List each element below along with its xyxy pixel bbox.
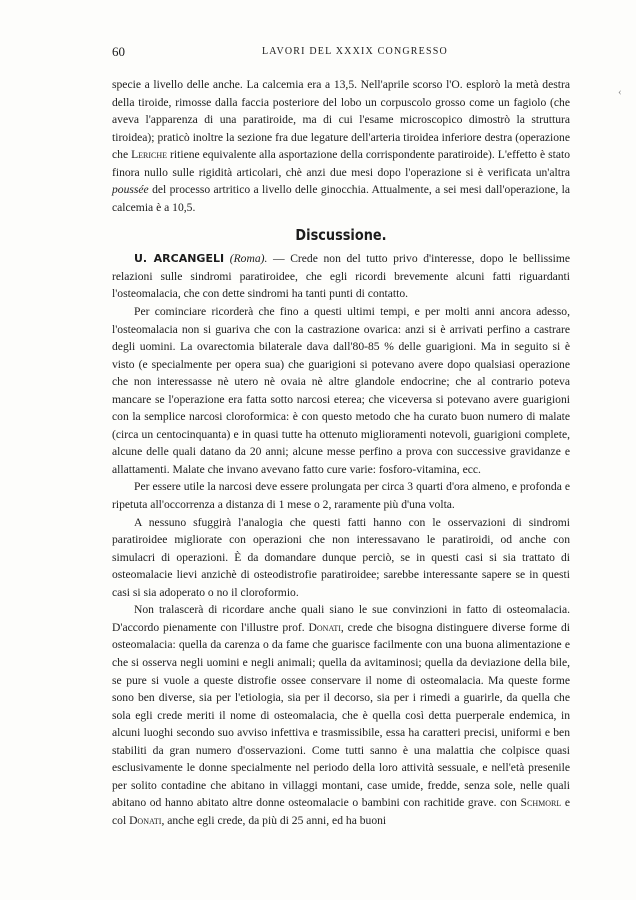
- p5-text-2: , crede che bisogna distinguere diverse forme di osteomalacia: quella da carenza o da fame che guarisce facilmente con una buona alimentazione e che si osserva negli uomini e negli animali; quella da avitaminosi; quella da deviazione della bile, se pure si vuole a queste distrofie ossee conservare il nome di osteomalacia. Ma queste forme sono ben diverse, sia per l'etiologia, sia per il decorso, sia per i rimedi a guarirle, da quella che sola egli crede meriti il nome di osteomalacia, che è quella così detta puerperale endemica, in alcuni luoghi secondo suo avviso infettiva e trasmissibile, essa ha caratteri precisi, uniformi e ben stabiliti da gran numero d'osservazioni. Come tutti sanno è una malattia che colpisce quasi esclusivamente le donne specialmente nel periodo della loro attività sessuale, e nell'età presenile per solito contadine che abitano in villaggi montani, case umide, fredde, senza sole, nelle quali abitano od hanno abitato altre donne osteomalacie o bambini con rachitide grave. con: [112, 620, 570, 810]
- p5-text-4: , anche egli crede, da più di 25 anni, ed ha buoni: [161, 813, 387, 827]
- running-title: LAVORI DEL XXXIX CONGRESSO: [262, 46, 448, 57]
- intro-text-2: ritiene equivalente alla asportazione della corrispondente paratiroide). L'effetto è stato finora nullo sulle rigidità articolari, chè anzi due mesi dopo l'operazione si è verificata un'altra: [112, 148, 570, 179]
- section-heading: Discussione.: [295, 226, 387, 245]
- author-name-leriche: Leriche: [131, 148, 168, 162]
- text-body: [112, 76, 570, 829]
- running-header: [112, 44, 570, 62]
- paragraph-5: [112, 601, 570, 829]
- term-poussee: poussée: [112, 183, 149, 197]
- author-name-donati-2: Donati: [129, 813, 162, 827]
- page-number: 60: [112, 44, 125, 59]
- author-name-donati: Donati: [308, 620, 341, 634]
- arcangeli-paragraph: [112, 250, 570, 303]
- paragraph-4: A nessuno sfuggirà l'analogia che questi fatti hanno con le osservazioni di sindromi paratiroidee migliorate con operazioni che non interessavano le paratiroidi, od anche con simulacri di operazioni. È da domandare dunque perciò, se in questi casi si sia trattato di osteomalacie lievi anzichè di osteodistrofie paratiroidee; sarebbe interessante sapere se in questi casi si sia adoperato o no il cloroformio.: [112, 515, 570, 599]
- intro-text-3: del processo artritico a livello delle ginocchia. Attualmente, a sei mesi dall'operazione, la calcemia è a 10,5.: [112, 183, 570, 214]
- p5-text-3: e col: [112, 796, 570, 827]
- intro-text-1: specie a livello delle anche. La calcemia era a 13,5. Nell'aprile scorso l'O. esplorò la metà destra della tiroide, rimosse dalla faccia posteriore del lobo un corpuscolo grosso come un fagiolo (che aveva l'apparenza di una paratiroide, ma di cui l'esame microscopico dimostrò la struttura tiroidea); praticò inoltre la sezione fra due legature dell'arteria tiroidea inferiore destra (operazione che: [112, 78, 570, 162]
- paragraph-2: Per cominciare ricorderà che fino a questi ultimi tempi, e per molti anni ancora adesso, l'osteomalacia non si guariva che con la castrazione ovarica: anzi si è arrivati perfino a castrare degli uomini. La ovarectomia bilaterale dava dall'80-85 % delle guarigioni. Ma in seguito si è visto (e specialmente per opera sua) che guarigioni si potevano avere dopo qualsiasi operazione che non interessasse nè utero nè ovaia nè altre glandole endocrine; che al contrario poteva mancare se l'operazione era fatta sotto narcosi eterea; che viceversa si potevano avere guarigioni con la semplice narcosi cloroformica: è con questo metodo che ha curato buon numero di malate (circa un centocinquanta) e in quasi tutte ha ottenuto miglioramenti notevoli, guarigioni complete, alcune delle quali datano da 20 anni; alcune messe perfino a prova con successive gravidanze e allattamenti. Malate che invano avevano fatto cure varie: fosforo-vitamina, ecc.: [112, 305, 570, 476]
- arcangeli-text: — Crede non del tutto privo d'interesse, dopo le bellissime relazioni sulle sindromi paratiroidee, che egli ricordi brevemente alcuni fatti riguardanti l'osteomalacia, che con dette sindromi ha tanti punti di contatto.: [112, 252, 570, 301]
- author-name-schmorl: Schmorl: [520, 796, 562, 810]
- speaker-name: U. ARCANGELI: [134, 252, 225, 266]
- margin-mark: ‹: [618, 86, 622, 98]
- intro-paragraph: [112, 76, 570, 216]
- speaker-city: (Roma).: [229, 252, 268, 266]
- paragraph-3: Per essere utile la narcosi deve essere prolungata per circa 3 quarti d'ora almeno, e profonda e ripetuta all'occorrenza a distanza di 1 mese o 2, raramente più d'una volta.: [112, 480, 570, 512]
- p5-text-1: Non tralascerà di ricordare anche quali siano le sue convinzioni in fatto di osteomalacia. D'accordo pienamente con l'illustre prof.: [112, 603, 570, 634]
